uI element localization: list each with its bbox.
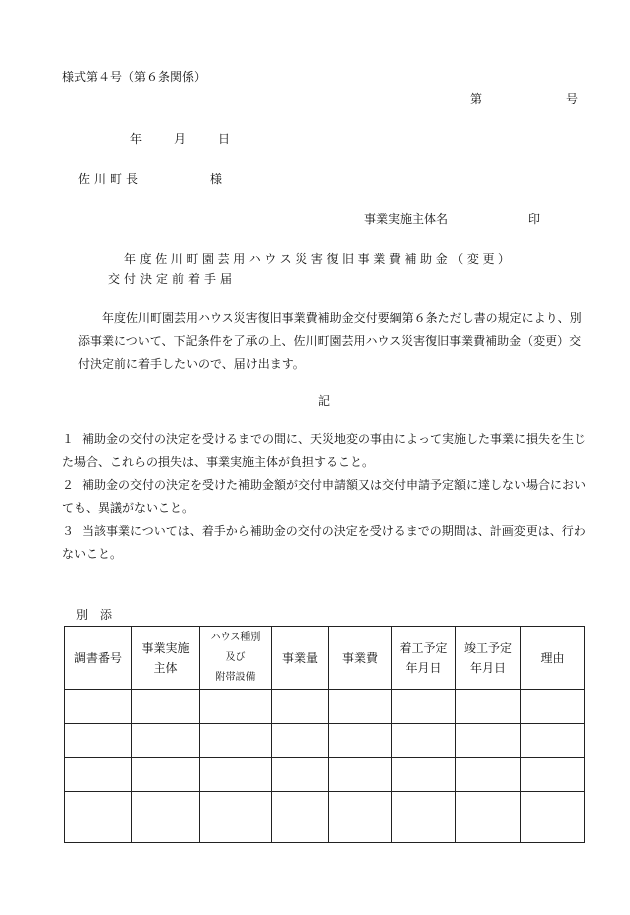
table-header-row [65, 627, 585, 690]
table-cell [65, 792, 132, 843]
header-cell: ハウス種別 及び 附帯設備 [200, 627, 272, 690]
table-row [65, 758, 585, 792]
body-paragraph: 年度佐川町園芸用ハウス災害復旧事業費補助金交付要綱第６条ただし書の規定により、別添事業について、下記条件を了承の上、佐川町園芸用ハウス災害復旧事業費補助金（変更）交付決定前に着手したいので、届け出ます。 [78, 311, 582, 371]
table-cell [521, 792, 585, 843]
table-cell [329, 758, 392, 792]
table-cell [329, 792, 392, 843]
table-row [65, 690, 585, 724]
applicant-label: 事業実施主体名 [364, 212, 449, 226]
table-cell [200, 690, 272, 724]
table-cell [200, 724, 272, 758]
condition-item [62, 520, 586, 566]
attachment-label: 別 添 [76, 608, 113, 622]
condition-text: 当該事業については、着手から補助金の交付の決定を受けるまでの期間は、計画変更は、行わないこと。 [62, 524, 586, 561]
table-cell [65, 724, 132, 758]
condition-item [62, 428, 586, 474]
table-cell [392, 758, 456, 792]
table-cell [132, 758, 200, 792]
table-cell [329, 724, 392, 758]
condition-number: １ [62, 432, 75, 446]
table-cell [272, 792, 329, 843]
table-cell [272, 724, 329, 758]
header-cell: 理由 [521, 627, 585, 690]
table-cell [456, 690, 521, 724]
header-cell: 竣工予定 年月日 [456, 627, 521, 690]
table-cell [392, 724, 456, 758]
condition-text: 補助金の交付の決定を受けた補助金額が交付申請額又は交付申請予定額に達しない場合においても、異議がないこと。 [62, 478, 587, 515]
condition-item [62, 474, 586, 520]
table-cell [65, 758, 132, 792]
table-cell [521, 724, 585, 758]
table-cell [65, 690, 132, 724]
table-row [65, 792, 585, 843]
table-cell [200, 758, 272, 792]
table-cell [132, 690, 200, 724]
table-cell [456, 792, 521, 843]
table-cell [272, 690, 329, 724]
addressee-honorific: 様 [210, 172, 223, 186]
table-cell [521, 690, 585, 724]
table-cell [200, 792, 272, 843]
condition-text: 補助金の交付の決定を受けるまでの間に、天災地変の事由によって実施した事業に損失を生じた場合、これらの損失は、事業実施主体が負担すること。 [62, 432, 587, 469]
table-cell [456, 758, 521, 792]
table-row [65, 724, 585, 758]
condition-number: ３ [62, 524, 75, 538]
document-title-line2: 交付決定前着手届 [108, 272, 237, 286]
document-title-line1: 年度佐川町園芸用ハウス災害復旧事業費補助金（変更） [124, 252, 514, 266]
table-cell [456, 724, 521, 758]
seal-label: 印 [528, 212, 541, 226]
ki-label: 記 [318, 394, 331, 408]
table-cell [392, 690, 456, 724]
table-cell [272, 758, 329, 792]
document-number-prefix: 第 [470, 92, 483, 106]
date-label: 年 月 日 [130, 132, 241, 146]
table-cell [132, 724, 200, 758]
attachment-table [64, 626, 585, 843]
table-cell [329, 690, 392, 724]
condition-number: ２ [62, 478, 75, 492]
addressee: 佐川町長 [78, 172, 143, 186]
header-cell: 着工予定 年月日 [392, 627, 456, 690]
form-reference: 様式第４号（第６条関係） [62, 70, 207, 84]
header-cell: 事業費 [329, 627, 392, 690]
header-cell: 事業実施 主体 [132, 627, 200, 690]
header-cell: 調書番号 [65, 627, 132, 690]
table-cell [132, 792, 200, 843]
table-cell [392, 792, 456, 843]
document-number-suffix: 号 [566, 92, 579, 106]
header-cell: 事業量 [272, 627, 329, 690]
table-cell [521, 758, 585, 792]
